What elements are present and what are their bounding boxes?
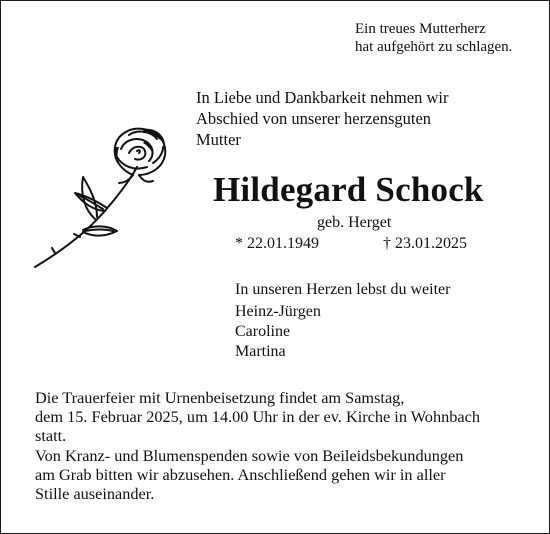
ceremony-details xyxy=(35,388,480,503)
intro-line: Abschied von unserer herzensguten xyxy=(196,109,432,128)
details-line: Von Kranz- und Blumenspenden sowie von Beileidsbekundungen xyxy=(35,445,464,465)
mourner-name: Martina xyxy=(235,343,286,360)
details-line: Stille auseinander. xyxy=(35,484,155,504)
details-line: Die Trauerfeier mit Urnenbeisetzung findet am Samstag, xyxy=(35,388,405,407)
mourner-name: Caroline xyxy=(235,323,291,340)
intro-text xyxy=(196,87,448,150)
mourner-name: Heinz-Jürgen xyxy=(235,303,321,320)
details-line: statt. xyxy=(35,426,67,446)
birth-name: geb. Herget xyxy=(317,214,392,231)
intro-line: In Liebe und Dankbarkeit nehmen wir xyxy=(196,88,449,107)
rose-icon xyxy=(25,115,175,280)
motto-line: Ein treues Mutterherz xyxy=(355,21,486,37)
motto xyxy=(355,20,512,56)
intro-line: Mutter xyxy=(196,130,241,149)
details-line: am Grab bitten wir abzusehen. Anschließend gehen wir in aller xyxy=(35,464,446,484)
birth-date: * 22.01.1949 xyxy=(235,235,319,252)
mourners-list xyxy=(235,302,321,362)
deceased-name: Hildegard Schock xyxy=(213,170,484,209)
motto-line: hat aufgehört zu schlagen. xyxy=(355,39,513,55)
details-line: dem 15. Februar 2025, um 14.00 Uhr in der ev. Kirche in Wohnbach xyxy=(35,407,480,427)
death-date: † 23.01.2025 xyxy=(383,235,467,252)
mourners-heading: In unseren Herzen lebst du weiter xyxy=(235,281,451,298)
